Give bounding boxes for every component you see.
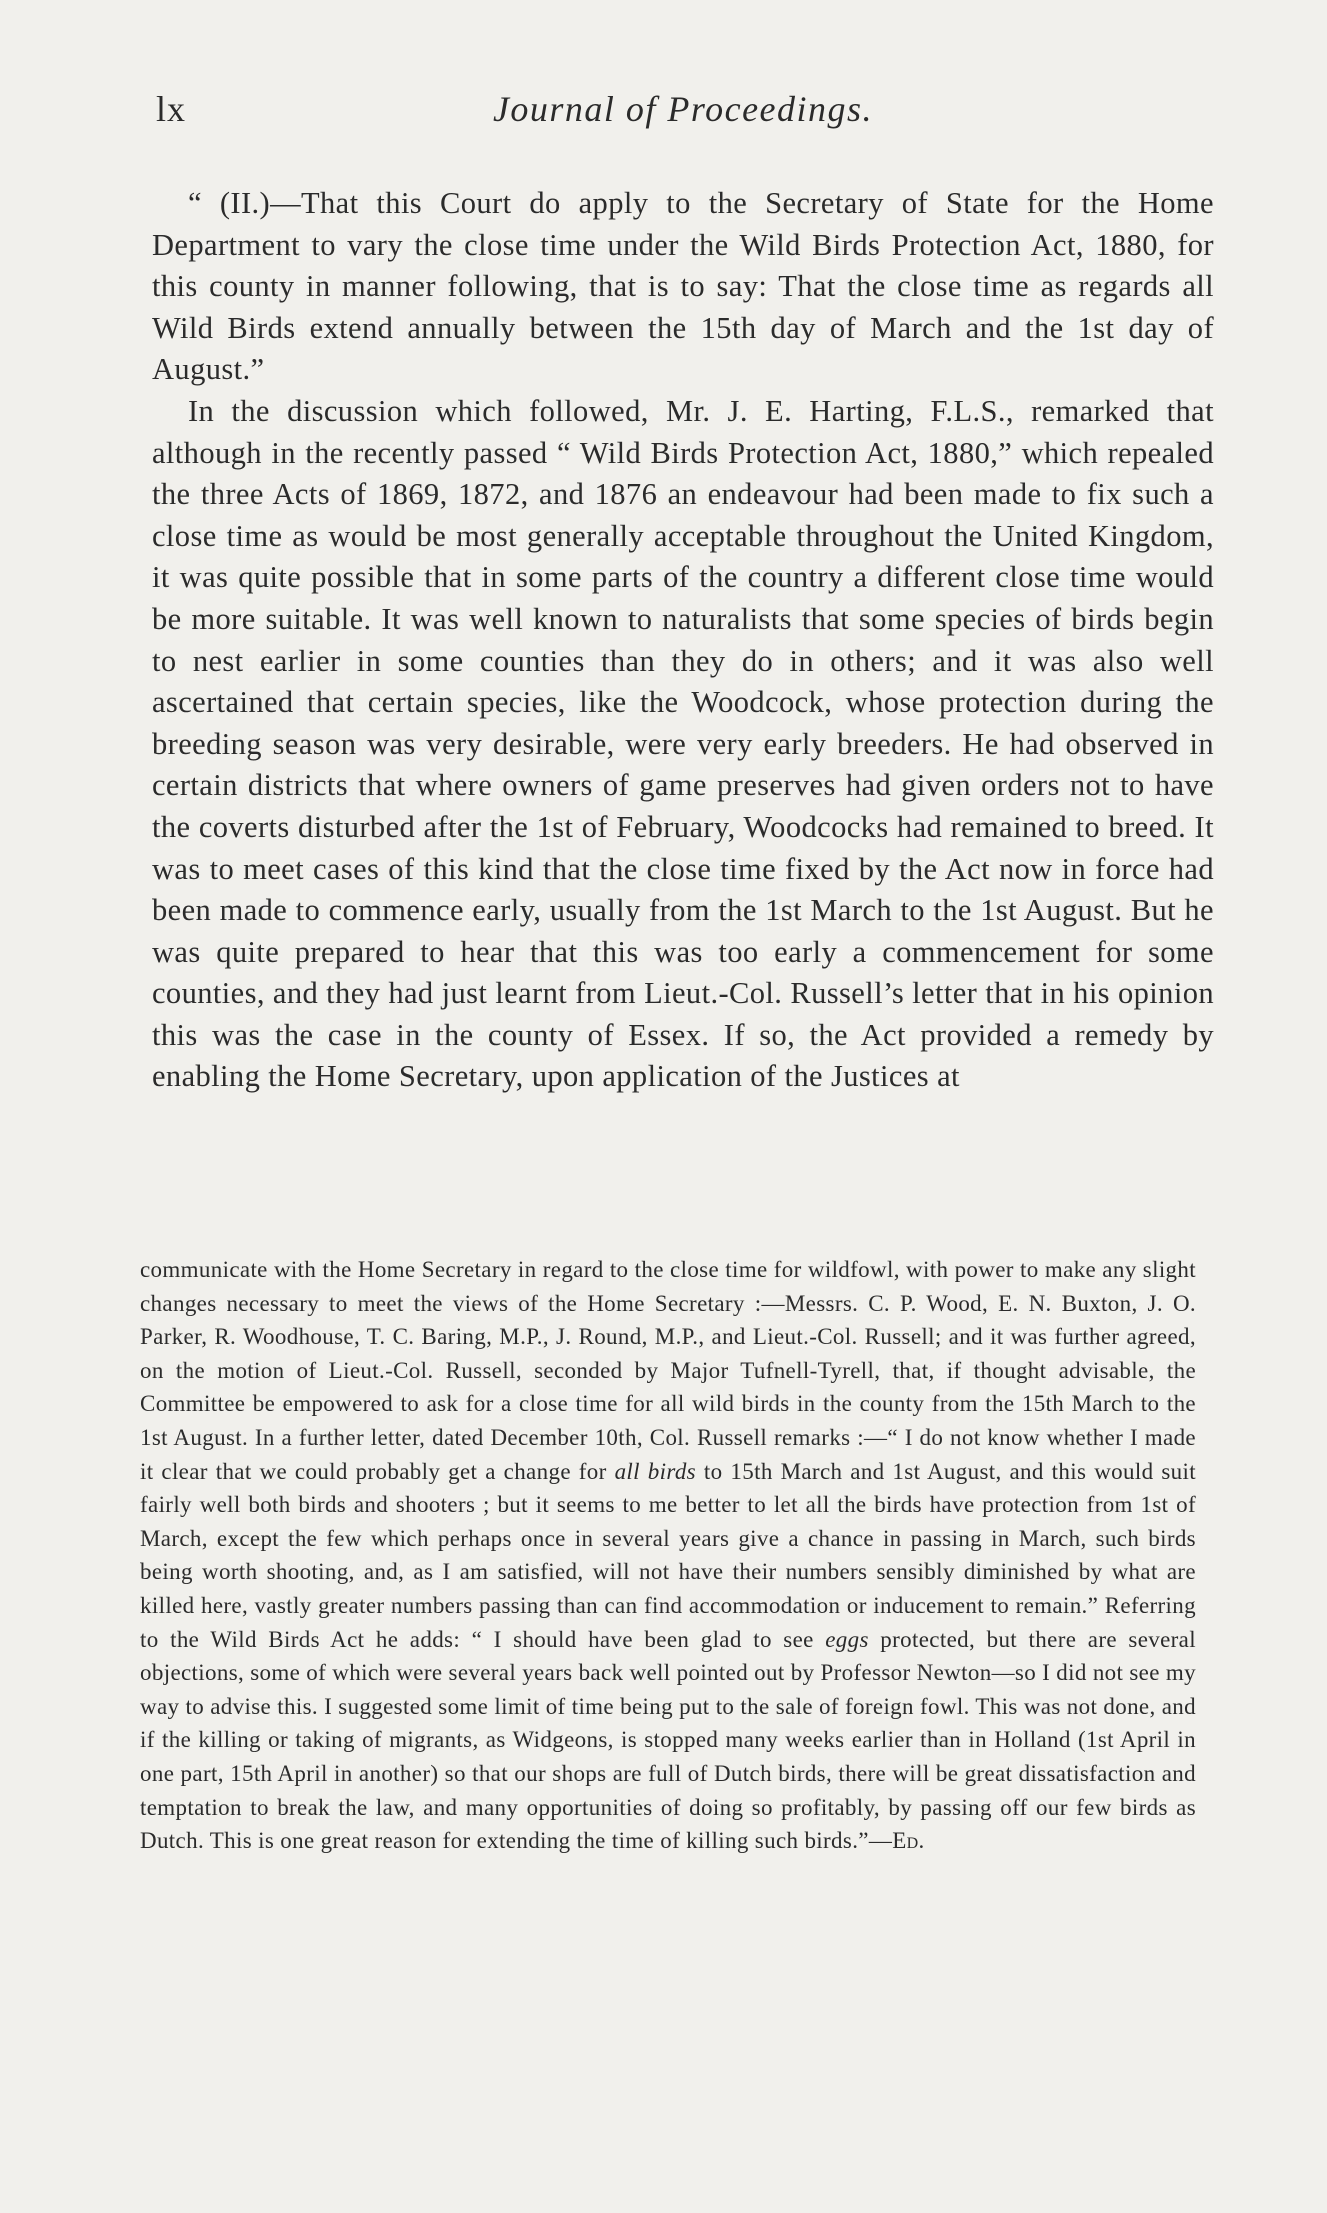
footnote-text-part-1: communicate with the Home Secretary in regard to the close time for wildfowl, with power to make any slight changes necessary to meet the views of the Home Secretary :—Messrs. C. P. Wood, E. N. Buxton, J. O. Parker, R. Woodhouse, T. C. Baring, M.P., J. Round, M.P., and Lieut.-Col. Russell; and it was further agreed, on the motion of Lieut.-Col. Russell, seconded by Major Tufnell-Tyrell, that, if thought advisable, the Committee be empowered to ask for a close time for all wild birds in the county from the 15th March to the 1st August. In a further letter, dated December 10th, Col. Russell remarks :—“ I do not know whether I made it clear that we could probably get a change for bbox=[140, 1257, 1196, 1484]
editor-signature: Ed. bbox=[892, 1828, 925, 1854]
footnote-paragraph bbox=[140, 1253, 1196, 1858]
footnote-italic-eggs: eggs bbox=[825, 1626, 869, 1652]
footnote-italic-all-birds: all birds bbox=[614, 1458, 696, 1484]
resolution-paragraph: “ (II.)—That this Court do apply to the Secretary of State for the Home Department to vary the close time under the Wild Birds Protection Act, 1880, for this county in manner following, that is to say: That the close time as regards all Wild Birds extend annually between the 15th day of March and the 1st day of August.” bbox=[152, 186, 1214, 387]
footnote-text-part-2: to 15th March and 1st August, and this would suit fairly well both birds and shooters ; but it seems to me better to let all the birds have protection from 1st of March, except the few which perhaps once in several years give a chance in passing in March, such birds being worth shooting, and, as I am satisfied, will not have their numbers sensibly diminished by what are killed here, vastly greater numbers passing than can find accommodation or inducement to remain.” Referring to the Wild Birds Act he adds: “ I should have been glad to see bbox=[140, 1458, 1196, 1652]
footnote-text-part-3: protected, but there are several objections, some of which were several years back well pointed out by Professor Newton—so I did not see my way to advise this. I suggested some limit of time being put to the sale of foreign fowl. This was not done, and if the killing or taking of migrants, as Widgeons, is stopped many weeks earlier than in Holland (1st April in one part, 15th April in another) so that our shops are full of Dutch birds, there will be great dissatisfaction and temptation to break the law, and many opportunities of doing so profitably, by passing off our few birds as Dutch. This is one great reason for extending the time of killing such birds.”— bbox=[140, 1626, 1196, 1854]
running-head bbox=[152, 88, 1214, 142]
main-text bbox=[152, 183, 1214, 1098]
page-number: lx bbox=[156, 89, 187, 129]
discussion-paragraph: In the discussion which followed, Mr. J. E. Harting, F.L.S., remarked that although in the recently passed “ Wild Birds Protection Act, 1880,” which repealed the three Acts of 1869, 1872, and 1876 an endeavour had been made to fix such a close time as would be most generally acceptable throughout the United Kingdom, it was quite possible that in some parts of the country a different close time would be more suitable. It was well known to naturalists that some species of birds begin to nest earlier in some counties than they do in others; and it was also well ascertained that certain species, like the Woodcock, whose protection during the breeding season was very desirable, were very early breeders. He had observed in certain districts that where owners of game preserves had given orders not to have the coverts disturbed after the 1st of February, Woodcocks had remained to breed. It was to meet cases of this kind that the close time fixed by the Act now in force had been made to commence early, usually from the 1st March to the 1st August. But he was quite prepared to hear that this was too early a commencement for some counties, and they had just learnt from Lieut.-Col. Russell’s letter that in his opinion this was the case in the county of Essex. If so, the Act provided a remedy by enabling the Home Secretary, upon application of the Justices at bbox=[152, 393, 1214, 1094]
running-title: Journal of Proceedings. bbox=[492, 89, 874, 129]
footnote bbox=[140, 1253, 1196, 1858]
